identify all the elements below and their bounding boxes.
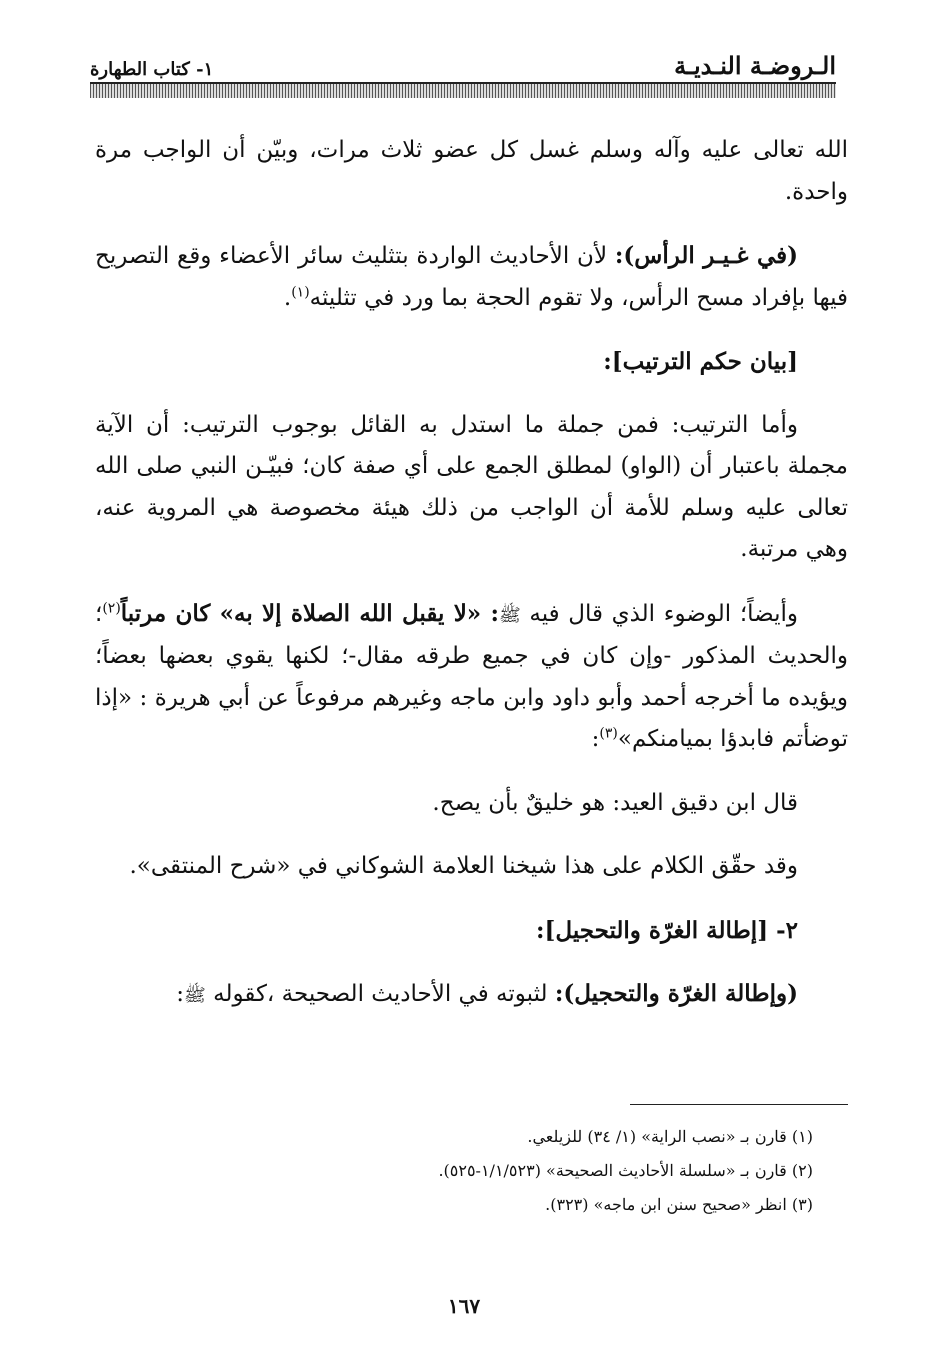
paragraph-7-tail: : — [176, 981, 185, 1007]
paragraph-2-text: لأن الأحاديث الواردة بتثليث سائر الأعضاء وقع التصريح فيها بإفراد مسح الرأس، ولا تقوم الحجة بما ورد في تثليثه — [95, 243, 848, 311]
paragraph-5: قال ابن دقيق العيد: هو خليقٌ بأن يصح. — [432, 789, 798, 816]
paragraph-3: وأما الترتيب: فمن جملة ما استدل به القائل بوجوب الترتيب: أن الآية مجملة باعتبار أن (الواو) لمطلق الجمع على أي صفة كان؛ فبيّـن النبي صلى الله تعالى عليه وسلم للأمة أن الواجب من ذلك هيئة مخصوصة هي المروية عنه، وهي مرتبة. — [95, 411, 848, 562]
book-title: الـروضـة النـديـة — [674, 51, 836, 80]
footnote-ref-3: (٣) — [599, 725, 618, 742]
paragraph-4-a: وأيضاً؛ الوضوء الذي قال فيه — [520, 600, 798, 627]
footnote-1: (١) قارن بـ «نصب الراية» (١/ ٣٤) للزيلعي. — [527, 1127, 813, 1146]
footnote-3: (٣) انظر «صحيح سنن ابن ماجه» (٣٢٣). — [545, 1195, 813, 1214]
paragraph-2 — [95, 235, 848, 319]
salutation-symbol: ﷺ — [499, 604, 521, 626]
heading-ghurra: ٢- [إطالة الغرّة والتحجيل]: — [536, 916, 798, 944]
paragraph-7-lead: (وإطالة الغرّة والتحجيل): — [554, 980, 798, 1007]
paragraph-1: الله تعالى عليه وآله وسلم غسل كل عضو ثلاث مرات، وبيّن أن الواجب مرة واحدة. — [95, 137, 848, 205]
paragraph-4 — [95, 593, 848, 761]
header-rule — [90, 82, 836, 98]
paragraph-2-lead: (في غـيـر الرأس): — [614, 242, 798, 269]
page-number: ١٦٧ — [447, 1294, 481, 1318]
footnote-separator — [630, 1104, 848, 1105]
paragraph-4-d: : — [591, 726, 600, 752]
salutation-symbol: ﷺ — [184, 985, 206, 1006]
paragraph-6: وقد حقّق الكلام على هذا شيخنا العلامة الشوكاني في «شرح المنتقى». — [129, 853, 798, 879]
paragraph-2-tail: . — [283, 284, 292, 311]
heading-tartib: [بيان حكم الترتيب]: — [603, 348, 798, 375]
footnotes — [200, 1120, 813, 1222]
main-text — [95, 130, 848, 1039]
paragraph-4-c: ؛ والحديث المذكور -وإن كان في جميع طرقه مقال-؛ لكنها يقوي بعضها بعضاً؛ ويؤيده ما أخرجه أحمد وأبو داود وابن ماجه وغيرهم مرفوعاً عن أبي هريرة : «إذا توضأتم فابدؤا بميامنكم» — [95, 600, 848, 752]
chapter-title: ١- كتاب الطهارة — [90, 59, 214, 80]
paragraph-4-b: : «لا يقبل الله الصلاة إلا به» كان مرتباً — [120, 599, 499, 627]
running-header — [90, 38, 836, 80]
paragraph-7 — [95, 973, 848, 1017]
footnote-ref-2: (٢) — [102, 599, 121, 616]
footnote-ref-1: (١) — [291, 283, 310, 300]
footnote-2: (٢) قارن بـ «سلسلة الأحاديث الصحيحة» (١/١/٥٢٣-٥٢٥). — [438, 1161, 813, 1180]
paragraph-7-text: لثبوته في الأحاديث الصحيحة ،كقوله — [205, 981, 555, 1007]
